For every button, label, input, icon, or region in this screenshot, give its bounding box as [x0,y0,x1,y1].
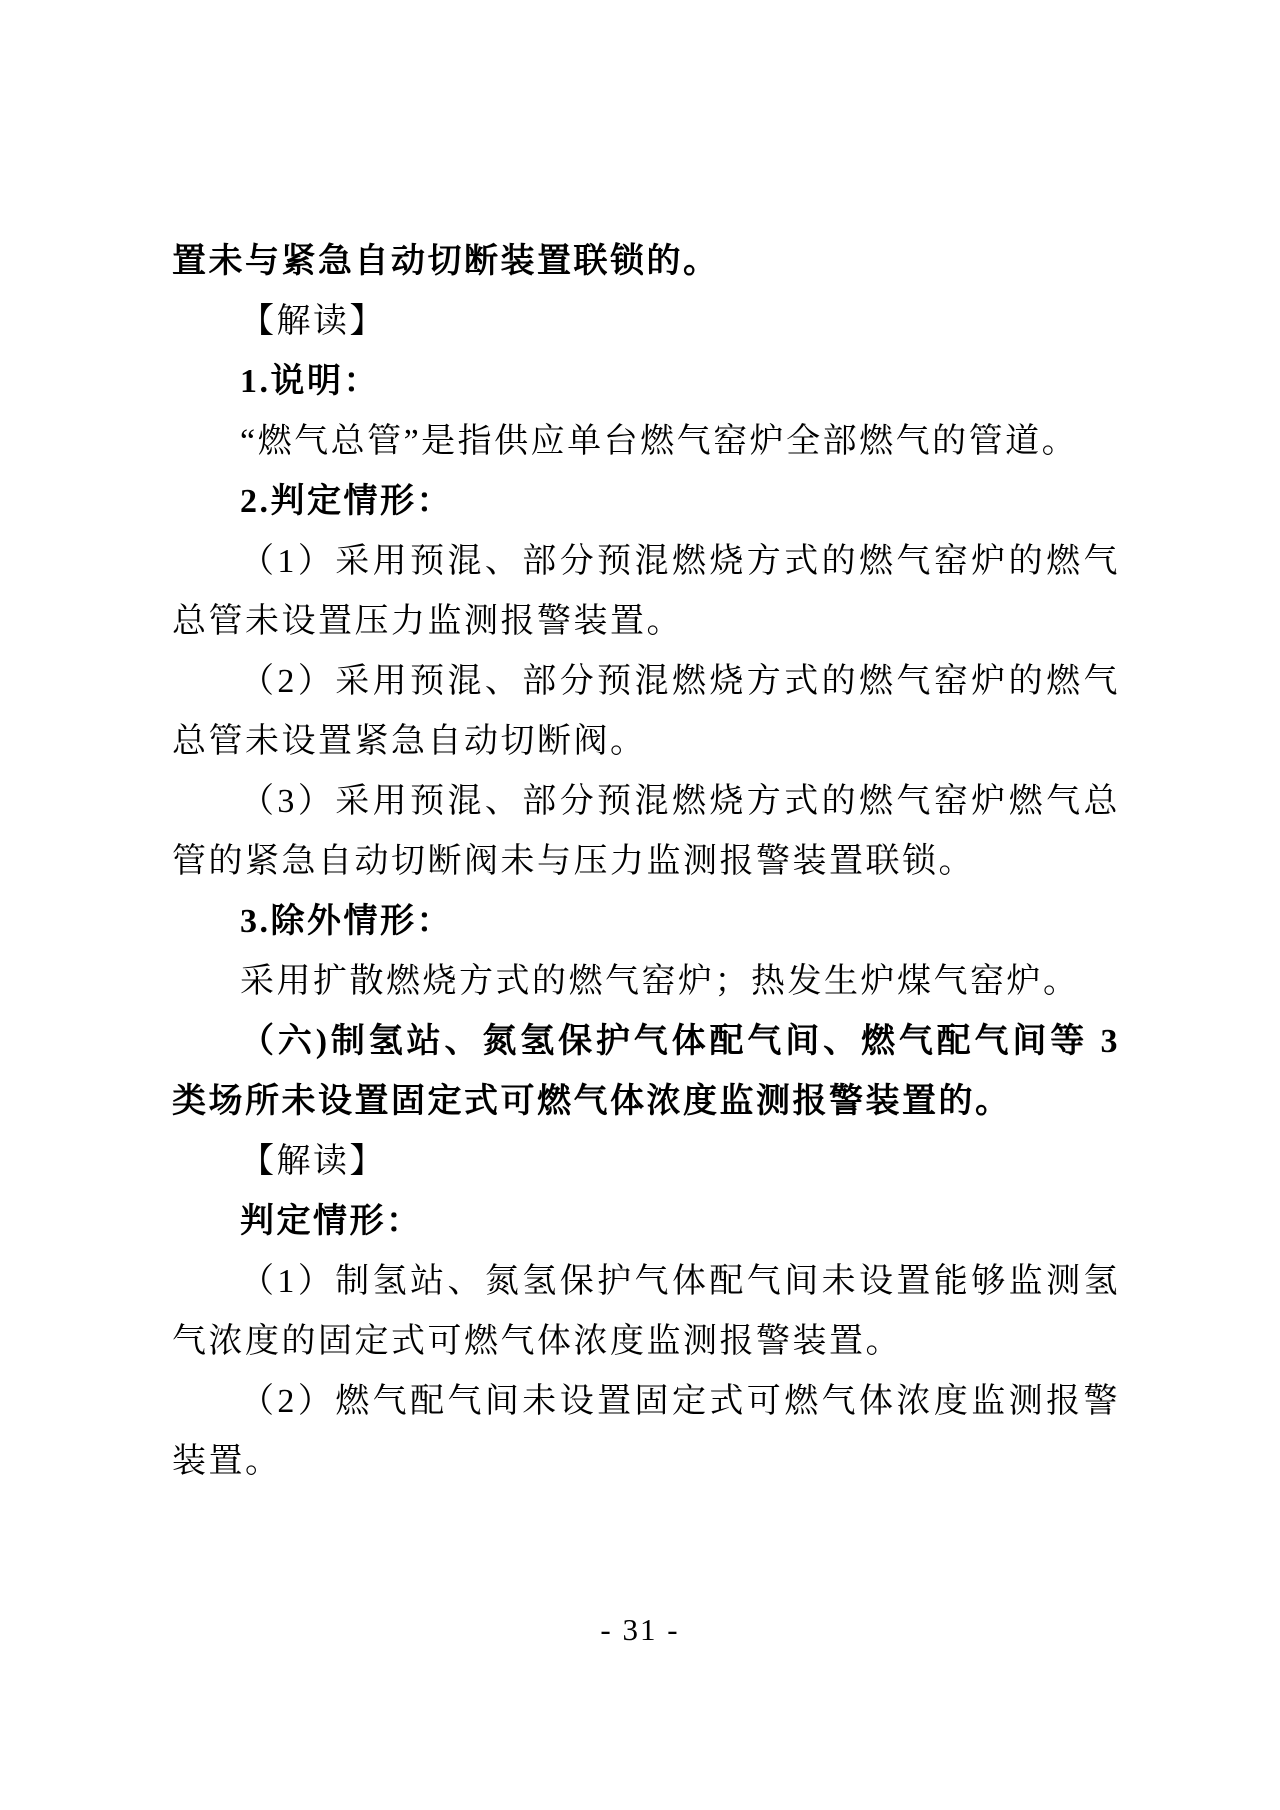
clause-6-heading: （六)制氢站、氮氢保护气体配气间、燃气配气间等 3 类场所未设置固定式可燃气体浓度监测报警装置的。 [172,1023,1120,1120]
determination-item-2: （2）燃气配气间未设置固定式可燃气体浓度监测报警装置。 [172,1383,1120,1480]
interpretation-label: 【解读】 [240,1143,386,1180]
determination-item-1: （1）采用预混、部分预混燃烧方式的燃气窑炉的燃气总管未设置压力监测报警装置。 [172,543,1120,640]
section-2-determination-heading: 2.判定情形： [240,483,453,520]
interpretation-label: 【解读】 [240,303,386,340]
explanation-text: “燃气总管”是指供应单台燃气窑炉全部燃气的管道。 [240,423,1079,460]
page-number: - 31 - [600,1612,680,1647]
section-1-explanation-heading: 1.说明： [240,363,380,400]
determination-item-2: （2）采用预混、部分预混燃烧方式的燃气窑炉的燃气总管未设置紧急自动切断阀。 [172,663,1120,760]
clause-continuation-text: 置未与紧急自动切断装置联锁的。 [172,243,720,280]
determination-heading: 判定情形： [240,1203,423,1240]
determination-item-1: （1）制氢站、氮氢保护气体配气间未设置能够监测氢气浓度的固定式可燃气体浓度监测报警装置。 [172,1263,1120,1360]
section-3-exception-heading: 3.除外情形： [240,903,453,940]
exception-text: 采用扩散燃烧方式的燃气窑炉；热发生炉煤气窑炉。 [240,963,1080,1000]
determination-item-3: （3）采用预混、部分预混燃烧方式的燃气窑炉燃气总管的紧急自动切断阀未与压力监测报警装置联锁。 [172,783,1120,880]
document-body [172,232,1120,1492]
